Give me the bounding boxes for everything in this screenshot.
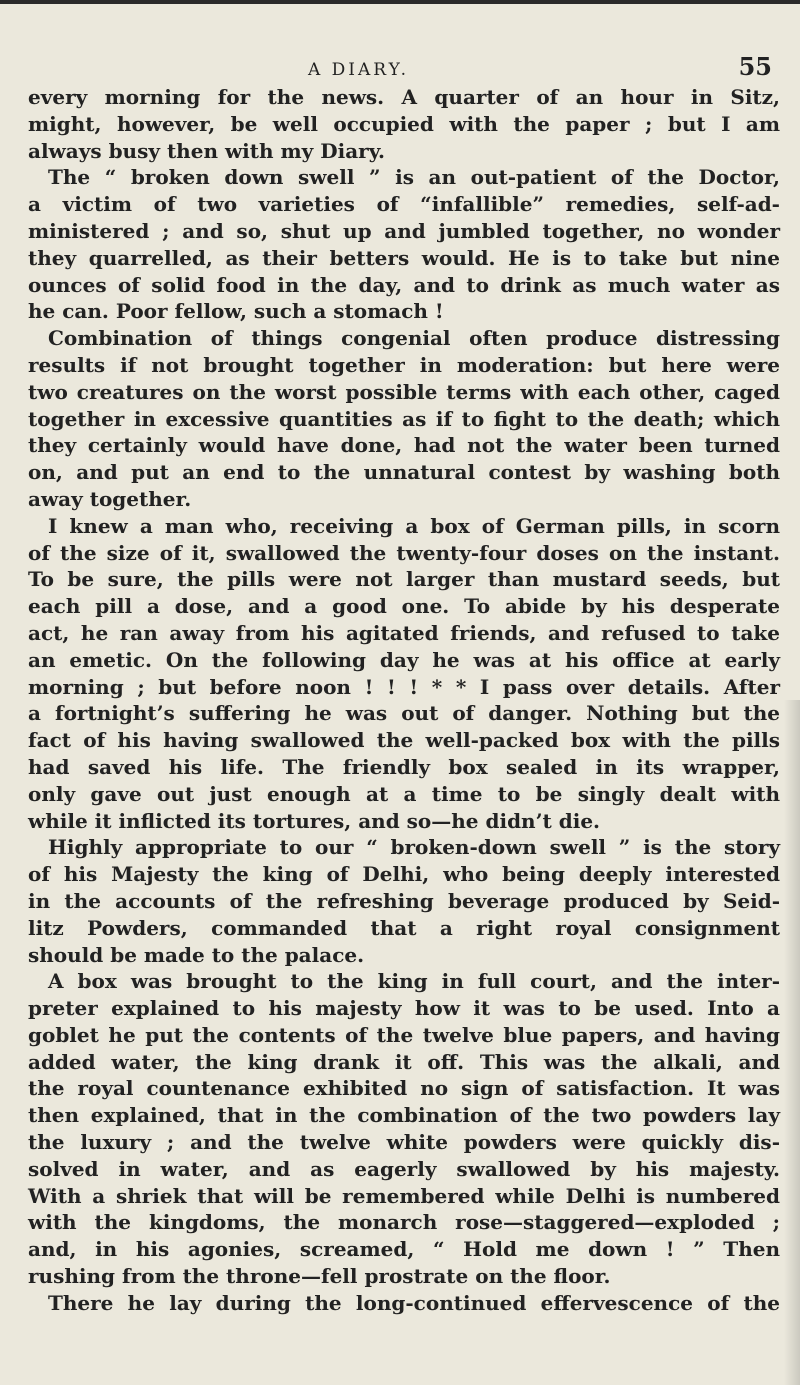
- text-line: while it inflicted its tortures, and so—he didn’t die.: [28, 808, 601, 833]
- text-line: act, he ran away from his agitated friends, and refused to take: [28, 620, 780, 645]
- text-line: then explained, that in the combination of the two powders lay: [28, 1103, 780, 1128]
- text-line: he can. Poor fellow, such a stomach !: [28, 299, 444, 324]
- text-line: Highly appropriate to our “ broken-down swell ” is the story: [48, 835, 780, 860]
- top-rule: [0, 0, 800, 4]
- text-line: they certainly would have done, had not the water been turned: [28, 433, 780, 458]
- text-line: together in excessive quantities as if to fight to the death; which: [28, 406, 780, 431]
- text-line: fact of his having swallowed the well-packed box with the pills: [28, 728, 780, 753]
- text-line: might, however, be well occupied with the paper ; but I am: [28, 111, 780, 136]
- page-header: [0, 52, 800, 82]
- text-line: rushing from the throne—fell prostrate on the floor.: [28, 1264, 611, 1289]
- text-line: I knew a man who, receiving a box of German pills, in scorn: [48, 513, 780, 538]
- page-edge-shadow: [784, 700, 800, 1385]
- text-line: of the size of it, swallowed the twenty-four doses on the instant.: [28, 540, 780, 565]
- text-line: on, and put an end to the unnatural contest by washing both: [28, 460, 780, 485]
- text-line: results if not brought together in moderation: but here were: [28, 352, 780, 377]
- text-line: added water, the king drank it off. This was the alkali, and: [28, 1049, 780, 1074]
- text-line: every morning for the news. A quarter of an hour in Sitz,: [28, 85, 780, 109]
- text-line: should be made to the palace.: [28, 942, 365, 967]
- text-line: they quarrelled, as their betters would. He is to take but nine: [28, 245, 780, 270]
- text-line: away together.: [28, 486, 192, 511]
- text-line: of his Majesty the king of Delhi, who being deeply interested: [28, 862, 780, 887]
- text-line: with the kingdoms, the monarch rose—staggered—exploded ;: [28, 1210, 780, 1235]
- text-line: To be sure, the pills were not larger than mustard seeds, but: [28, 567, 780, 592]
- text-line: preter explained to his majesty how it was to be used. Into a: [28, 996, 780, 1021]
- text-line: an emetic. On the following day he was at his office at early: [28, 647, 780, 672]
- text-line: had saved his life. The friendly box sealed in its wrapper,: [28, 754, 780, 779]
- text-line: ministered ; and so, shut up and jumbled together, no wonder: [28, 218, 780, 243]
- text-line: only gave out just enough at a time to be singly dealt with: [28, 781, 780, 806]
- body-text: [28, 84, 780, 1317]
- page-number: 55: [738, 52, 772, 81]
- text-line: and, in his agonies, screamed, “ Hold me down ! ” Then: [28, 1237, 780, 1262]
- text-line: Combination of things congenial often produce distressing: [48, 326, 780, 351]
- text-line: morning ; but before noon ! ! ! * * I pass over details. After: [28, 674, 780, 699]
- text-line: A box was brought to the king in full court, and the inter-: [48, 969, 780, 994]
- text-line: the luxury ; and the twelve white powders were quickly dis-: [28, 1130, 780, 1155]
- text-line: There he lay during the long-continued effervescence of the: [48, 1290, 780, 1315]
- text-line: goblet he put the contents of the twelve blue papers, and having: [28, 1022, 780, 1047]
- text-line: two creatures on the worst possible terms with each other, caged: [28, 379, 780, 404]
- text-line: always busy then with my Diary.: [28, 138, 385, 163]
- text-line: With a shriek that will be remembered while Delhi is numbered: [28, 1183, 780, 1208]
- text-line: The “ broken down swell ” is an out-patient of the Doctor,: [48, 165, 780, 190]
- text-line: solved in water, and as eagerly swallowed by his majesty.: [28, 1156, 780, 1181]
- text-line: litz Powders, commanded that a right royal consignment: [28, 915, 780, 940]
- running-head: A DIARY.: [308, 60, 410, 80]
- text-line: a fortnight’s suffering he was out of danger. Nothing but the: [28, 701, 780, 726]
- text-line: each pill a dose, and a good one. To abide by his desperate: [28, 594, 780, 619]
- text-line: in the accounts of the refreshing beverage produced by Seid-: [28, 888, 780, 913]
- text-line: a victim of two varieties of “infallible” remedies, self-ad-: [28, 192, 780, 217]
- text-line: the royal countenance exhibited no sign of satisfaction. It was: [28, 1076, 780, 1101]
- text-line: ounces of solid food in the day, and to drink as much water as: [28, 272, 780, 297]
